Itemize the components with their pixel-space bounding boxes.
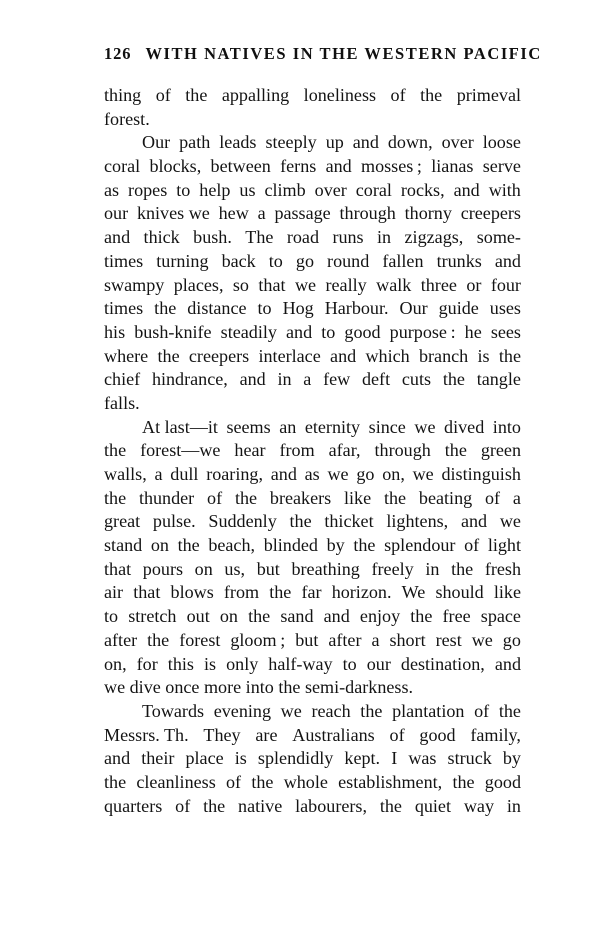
word: hear	[234, 440, 266, 461]
word: our	[366, 653, 391, 674]
word: the	[360, 700, 383, 721]
word: loneliness	[303, 85, 377, 105]
word: the	[147, 629, 170, 650]
word: in	[425, 558, 440, 579]
text-line	[104, 297, 521, 321]
word: to	[104, 606, 119, 627]
word: the	[452, 771, 475, 792]
word: the	[248, 606, 271, 627]
word: of	[389, 724, 405, 745]
word: quiet	[414, 795, 451, 816]
word: forest	[179, 629, 221, 650]
word: thicket	[324, 511, 374, 532]
running-head	[104, 44, 542, 70]
word: the	[451, 558, 474, 579]
word: that	[258, 274, 286, 295]
word: of	[485, 487, 501, 508]
body-text-block	[104, 84, 521, 818]
word: roaring,	[206, 464, 263, 484]
word: through	[374, 440, 431, 461]
word: stretch	[128, 606, 177, 627]
word: lianas	[431, 156, 474, 177]
word: swampy	[104, 274, 165, 295]
word: through	[339, 203, 396, 224]
word: and	[494, 250, 521, 271]
word: is	[203, 653, 217, 674]
word: help	[199, 179, 231, 200]
word: on,	[382, 464, 405, 484]
word: into	[492, 416, 521, 437]
word: blocks,	[149, 156, 202, 177]
word: coral	[104, 156, 141, 177]
word: to	[257, 298, 272, 319]
word: that	[104, 558, 132, 579]
word: the	[104, 440, 127, 461]
text-line	[104, 439, 521, 463]
word: light	[487, 535, 521, 556]
word: which	[365, 345, 410, 366]
word: like	[493, 582, 521, 603]
page-folio-number: 126	[104, 44, 132, 63]
text-line	[104, 747, 521, 771]
word: out	[186, 606, 210, 627]
word: like	[344, 487, 372, 508]
word: passage	[274, 203, 331, 224]
word: us,	[224, 558, 246, 579]
word: hew	[218, 203, 249, 224]
word: sand	[280, 606, 314, 627]
word: seems	[226, 416, 271, 437]
word: so	[232, 274, 249, 295]
text-line	[104, 321, 521, 345]
word: their	[141, 748, 175, 769]
word: we	[280, 700, 302, 721]
word: go	[502, 629, 521, 650]
word: our	[104, 203, 129, 224]
word: labourers,	[295, 795, 367, 816]
word: since	[368, 416, 406, 437]
text-line	[104, 416, 521, 440]
word: Our	[399, 298, 428, 319]
text-line	[104, 629, 521, 653]
word: Messrs. Th.	[104, 724, 189, 745]
word: an	[279, 416, 297, 437]
word: on,	[104, 653, 127, 674]
word: with	[488, 179, 521, 200]
word: the	[269, 582, 292, 603]
word: The	[245, 227, 274, 248]
word: to	[268, 250, 283, 271]
paragraph	[104, 700, 521, 818]
word: good	[484, 771, 521, 792]
word: mosses ;	[361, 156, 422, 177]
word: of	[464, 535, 480, 556]
word: on	[194, 558, 213, 579]
word: air	[104, 582, 124, 603]
word: tangle	[476, 369, 521, 390]
word: and	[104, 748, 131, 769]
word: creepers	[460, 203, 521, 224]
word: walk	[376, 274, 412, 295]
word: between	[210, 156, 271, 177]
word: after	[328, 629, 362, 650]
word: sees	[490, 321, 521, 342]
word: splendour	[384, 535, 456, 556]
word: afar,	[328, 440, 361, 461]
word: and	[352, 132, 379, 153]
word: is	[234, 748, 247, 769]
word: we	[414, 416, 436, 437]
word: fallen	[382, 250, 424, 271]
word: the	[177, 535, 200, 556]
text-line	[104, 581, 521, 605]
word: the	[498, 700, 521, 721]
word: four	[490, 274, 521, 295]
word: thorny	[404, 203, 452, 224]
word: over	[314, 179, 347, 200]
word: only	[226, 653, 259, 674]
word: family,	[470, 724, 521, 745]
word: beating	[418, 487, 473, 508]
text-line	[104, 250, 521, 274]
word: some-	[476, 227, 521, 248]
word: Suddenly	[208, 511, 277, 532]
word: the	[157, 345, 180, 366]
word: stand	[104, 535, 143, 556]
word: or	[466, 274, 482, 295]
word: They	[203, 724, 241, 745]
word: three	[420, 274, 457, 295]
word: the	[104, 771, 127, 792]
word: the	[289, 511, 312, 532]
word: native	[238, 795, 283, 816]
word: lightens,	[386, 511, 449, 532]
word: guide	[438, 298, 479, 319]
word: from	[223, 582, 260, 603]
word: he	[464, 321, 482, 342]
word: primeval	[456, 85, 521, 105]
word: horizon.	[331, 582, 392, 603]
word: deft	[361, 369, 391, 390]
word: serve	[482, 156, 521, 177]
word: and	[323, 606, 350, 627]
word: free	[442, 606, 471, 627]
text-line	[104, 724, 521, 748]
word: the	[383, 487, 407, 508]
word: round	[327, 250, 370, 271]
word: zigzags,	[404, 227, 464, 248]
word: Australians	[292, 724, 375, 745]
word: green	[480, 440, 521, 461]
word: turning	[156, 250, 209, 271]
word: the	[353, 535, 376, 556]
word: a	[371, 629, 380, 650]
word: At last—it	[142, 416, 218, 437]
word: quarters	[104, 795, 163, 816]
word: in	[277, 369, 292, 390]
word: ropes	[128, 179, 168, 200]
running-head-title: WITH NATIVES IN THE WESTERN PACIFIC	[145, 44, 542, 63]
word: where	[104, 345, 149, 366]
word: Towards	[142, 700, 205, 721]
word: but	[295, 629, 319, 650]
text-line	[104, 558, 521, 582]
word: rest	[435, 629, 462, 650]
word: path	[179, 132, 211, 153]
word: the	[104, 487, 127, 508]
text-line	[104, 653, 521, 677]
word: and	[330, 345, 357, 366]
word: way	[463, 795, 495, 816]
word: enjoy	[359, 606, 401, 627]
word: Our	[142, 132, 171, 153]
word: coral	[355, 179, 392, 200]
word: and	[325, 156, 352, 177]
word: climb	[264, 179, 306, 200]
word: breathing	[291, 558, 360, 579]
word: of	[175, 795, 191, 816]
word: was	[408, 748, 437, 769]
word: hindrance,	[151, 369, 228, 390]
word: and	[494, 653, 521, 674]
word: and	[239, 369, 266, 390]
word: and	[453, 179, 480, 200]
word: that	[133, 582, 161, 603]
text-line: falls.	[104, 392, 140, 413]
word: evening	[213, 700, 271, 721]
word: Harbour.	[324, 298, 389, 319]
word: by	[326, 535, 345, 556]
word: steeply	[265, 132, 317, 153]
word: runs	[332, 227, 364, 248]
word: bush-knife	[134, 321, 212, 342]
text-line	[104, 84, 521, 108]
word: reach	[311, 700, 351, 721]
word: distance	[187, 298, 247, 319]
word: a	[257, 203, 266, 224]
word: leads	[219, 132, 257, 153]
word: ferns	[280, 156, 317, 177]
text-line	[104, 700, 521, 724]
word: the	[251, 771, 274, 792]
word: a	[512, 487, 521, 508]
word: knives we	[136, 203, 210, 224]
word: and	[270, 464, 297, 484]
word: of	[390, 85, 406, 105]
word: to	[342, 653, 357, 674]
word: a	[303, 369, 312, 390]
word: struck	[447, 748, 492, 769]
word: thing	[104, 85, 142, 105]
word: eternity	[304, 416, 361, 437]
text-line	[104, 605, 521, 629]
text-line	[104, 179, 521, 203]
word: in	[377, 227, 392, 248]
text-line	[104, 463, 521, 487]
word: really	[325, 274, 367, 295]
word: places,	[173, 274, 224, 295]
word: the	[185, 85, 208, 105]
word: establishment,	[338, 771, 443, 792]
word: We	[401, 582, 426, 603]
word: pours	[142, 558, 184, 579]
word: short	[389, 629, 426, 650]
word: on	[219, 606, 238, 627]
word: should	[435, 582, 484, 603]
word: great	[104, 511, 141, 532]
text-line	[104, 202, 521, 226]
word: I	[391, 748, 398, 769]
word: beach,	[208, 535, 256, 556]
text-line: we dive once more into the semi-darkness.	[104, 677, 414, 698]
word: dived	[444, 416, 485, 437]
paragraph	[104, 84, 521, 131]
word: good	[344, 321, 381, 342]
word: the	[410, 606, 433, 627]
word: in	[506, 795, 521, 816]
word: after	[104, 629, 138, 650]
word: the	[154, 298, 177, 319]
word: times	[104, 250, 144, 271]
text-line: forest.	[104, 108, 150, 129]
word: of	[474, 700, 490, 721]
word: steadily	[220, 321, 277, 342]
word: to	[176, 179, 191, 200]
word: the	[444, 440, 467, 461]
word: on	[150, 535, 169, 556]
word: is	[477, 345, 490, 366]
text-line	[104, 771, 521, 795]
word: dull	[170, 464, 199, 484]
word: plantation	[392, 700, 465, 721]
text-line	[104, 274, 521, 298]
text-line	[104, 368, 521, 392]
word: thick	[143, 227, 180, 248]
word: rocks,	[400, 179, 445, 200]
word: are	[255, 724, 278, 745]
word: chief	[104, 369, 141, 390]
word: interlace	[258, 345, 321, 366]
word: purpose :	[389, 321, 456, 342]
word: and	[286, 321, 313, 342]
word: the	[420, 85, 443, 105]
word: good	[419, 724, 456, 745]
word: bush.	[193, 227, 232, 248]
word: but	[256, 558, 280, 579]
word: we	[412, 464, 434, 484]
text-line	[104, 131, 521, 155]
word: Hog	[282, 298, 314, 319]
word: as	[304, 464, 320, 484]
word: whole	[283, 771, 328, 792]
word: from	[279, 440, 315, 461]
word: go	[356, 464, 375, 484]
word: splendidly	[257, 748, 334, 769]
text-line	[104, 510, 521, 534]
paragraph	[104, 416, 521, 700]
word: creepers	[188, 345, 250, 366]
word: branch	[418, 345, 469, 366]
word: go	[295, 250, 314, 271]
word: of	[207, 487, 223, 508]
word: times	[104, 298, 144, 319]
word: forest—we	[140, 440, 221, 461]
word: of	[155, 85, 171, 105]
word: breakers	[269, 487, 332, 508]
word: the	[442, 369, 465, 390]
word: loose	[482, 132, 521, 153]
word: cuts	[401, 369, 432, 390]
word: back	[221, 250, 256, 271]
word: pulse.	[152, 511, 196, 532]
word: we	[294, 274, 317, 295]
word: over	[441, 132, 474, 153]
text-line	[104, 795, 521, 819]
word: the	[203, 795, 226, 816]
text-line	[104, 226, 521, 250]
word: we	[471, 629, 493, 650]
word: place	[185, 748, 224, 769]
word: as	[104, 179, 120, 200]
text-line	[104, 345, 521, 369]
word: road	[286, 227, 320, 248]
word: and	[104, 227, 131, 248]
paragraph	[104, 131, 521, 415]
word: kept.	[344, 748, 381, 769]
word: up	[325, 132, 344, 153]
word: half-way	[268, 653, 333, 674]
word: walls,	[104, 464, 147, 484]
word: the	[498, 345, 521, 366]
word: thunder	[138, 487, 195, 508]
word: blinded	[263, 535, 318, 556]
word: far	[301, 582, 322, 603]
word: and	[460, 511, 488, 532]
word: destination,	[400, 653, 485, 674]
word: uses	[489, 298, 521, 319]
word: few	[323, 369, 351, 390]
text-line	[104, 487, 521, 511]
word: a	[154, 464, 163, 484]
word: gloom ;	[230, 629, 286, 650]
word: freely	[371, 558, 414, 579]
text-line	[104, 155, 521, 179]
word: fresh	[484, 558, 521, 579]
word: this	[167, 653, 194, 674]
word: trunks	[436, 250, 482, 271]
word: the	[234, 487, 258, 508]
word: we	[327, 464, 349, 484]
word: down,	[387, 132, 433, 153]
word: the	[379, 795, 402, 816]
word: us	[239, 179, 256, 200]
word: blows	[170, 582, 214, 603]
word: space	[480, 606, 521, 627]
word: distinguish	[441, 464, 521, 484]
word: appalling	[221, 85, 290, 105]
word: cleanliness	[136, 771, 216, 792]
word: by	[502, 748, 521, 769]
word: to	[321, 321, 336, 342]
word: of	[226, 771, 242, 792]
word: for	[136, 653, 158, 674]
text-line	[104, 534, 521, 558]
word: his	[104, 321, 126, 342]
word: we	[499, 511, 521, 532]
